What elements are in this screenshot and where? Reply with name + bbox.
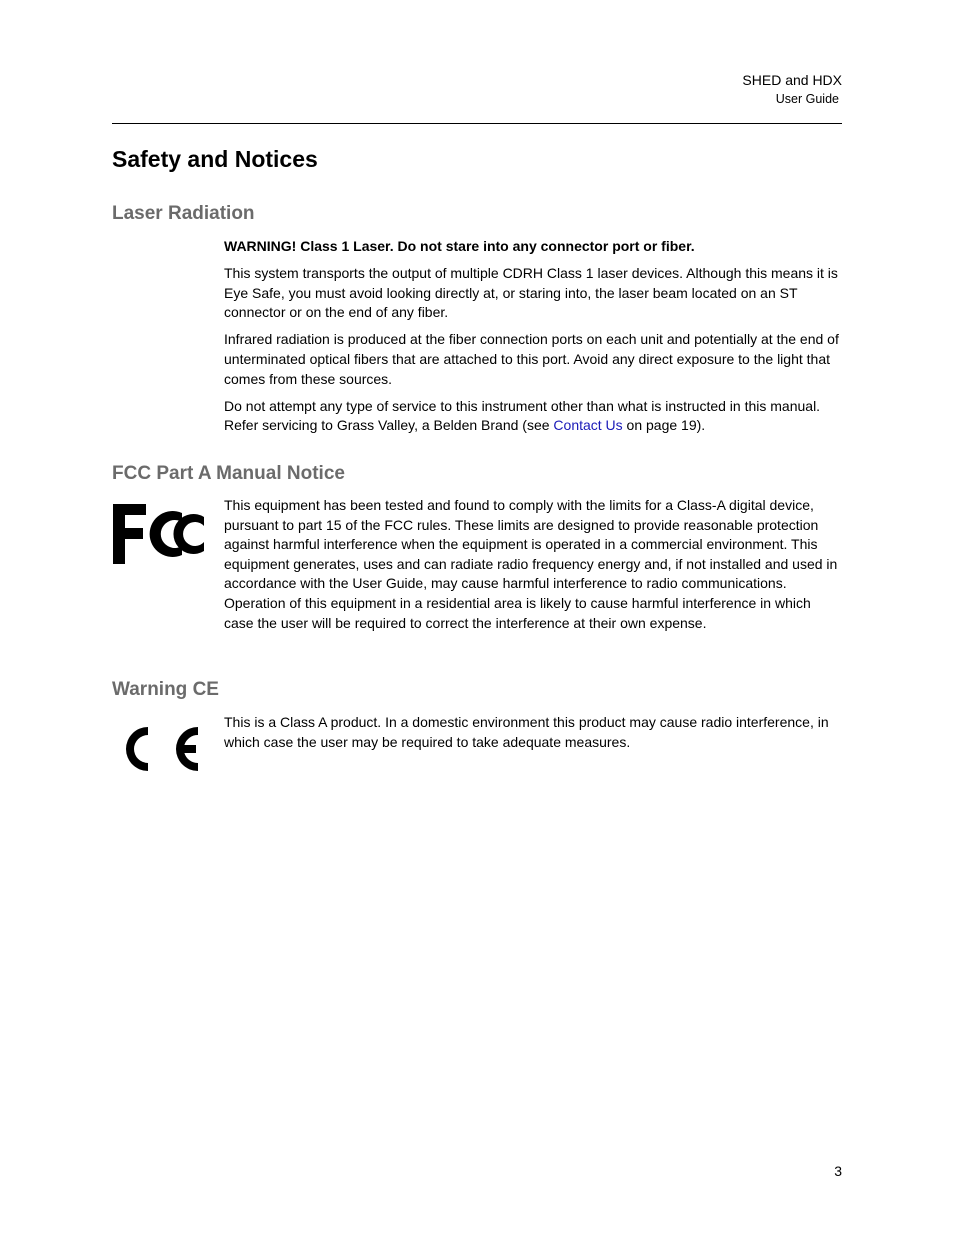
ce-heading: Warning CE xyxy=(112,679,219,700)
fcc-notice-text: This equipment has been tested and found to comply with the limits for a Class-A digital device, pursuant to part 15 of the FCC rules. These limits are designed to provide reasonable protection against harmful interference when the equipment is operated in a commercial environment. This equipment generates, uses and can radiate radio frequency energy and, if not installed and used in accordance with the User Guide, may cause harmful interference to radio communications. Operation of this equipment in a residential area is likely to cause harmful interference in which case the user will be required to correct the interference at their own expense. xyxy=(224,497,838,631)
laser-paragraph-1: This system transports the output of multiple CDRH Class 1 laser devices. Although this means it is Eye Safe, you must avoid looking directly at, or staring into, the laser beam located on an ST connector or on the end of any fiber. xyxy=(224,265,838,321)
laser-paragraph-3 xyxy=(224,397,842,436)
header-subtitle: User Guide xyxy=(775,92,839,106)
page-header xyxy=(742,70,842,108)
laser-radiation-section xyxy=(224,237,842,443)
page-title: Safety and Notices xyxy=(112,146,318,172)
laser-paragraph-3-end: on page 19). xyxy=(622,417,706,434)
ce-section xyxy=(224,713,842,760)
laser-paragraph-3-start: Do not attempt any type of service to this instrument other than what is instructed in this manual. Refer servicing to Grass Valley, a Belden Brand (see xyxy=(224,397,821,434)
laser-paragraph-2: Infrared radiation is produced at the fiber connection ports on each unit and potentially at the end of unterminated optical fibers that are attached to this port. Avoid any direct exposure to the light that comes from these sources. xyxy=(224,331,839,387)
laser-warning: WARNING! Class 1 Laser. Do not stare into any connector port or fiber. xyxy=(224,238,695,254)
contact-us-link[interactable]: Contact Us xyxy=(553,417,623,434)
header-divider xyxy=(112,123,842,124)
header-title: SHED and HDX xyxy=(742,72,842,88)
ce-logo-icon xyxy=(112,719,202,779)
fcc-logo-icon xyxy=(112,503,205,565)
laser-radiation-heading: Laser Radiation xyxy=(112,203,255,224)
fcc-heading: FCC Part A Manual Notice xyxy=(112,463,345,484)
fcc-section xyxy=(224,496,842,641)
page-number: 3 xyxy=(834,1163,842,1179)
ce-notice-text: This is a Class A product. In a domestic environment this product may cause radio interference, in which case the user may be required to take adequate measures. xyxy=(224,714,829,750)
